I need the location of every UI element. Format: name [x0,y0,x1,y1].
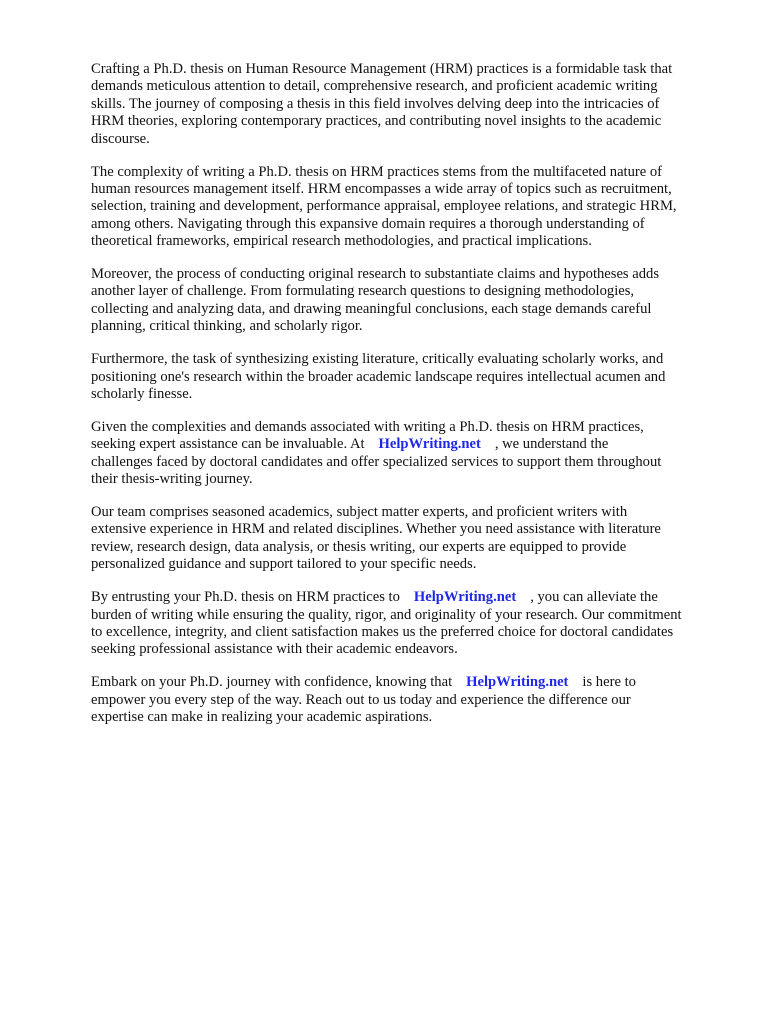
paragraph-assistance-text-after: , we understand the challenges faced by doctoral candidates and offer specialized services to support them throughout their thesis-writing journey. [91,436,662,488]
paragraph-intro: Crafting a Ph.D. thesis on Human Resource Management (HRM) practices is a formidable task that demands meticulous attention to detail, comprehensive research, and proficient academic writing skills. The journey of composing a thesis in this field involves delving deep into the intricacies of HRM theories, exploring contemporary practices, and contributing novel insights to the academic discourse. [91,61,673,147]
paragraph-assistance-text-before: Given the complexities and demands associated with writing a Ph.D. thesis on HRM practices, seeking expert assistance can be invaluable. At [91,418,644,453]
paragraph-embark [91,674,727,726]
helpwriting-link[interactable]: HelpWriting.net [466,674,569,691]
paragraph-entrust-text-before: By entrusting your Ph.D. thesis on HRM practices to [91,589,400,606]
document-body [91,61,727,742]
paragraph-embark-text-after: is here to empower you every step of the way. Reach out to us today and experience the difference our expertise can make in realizing your academic aspirations. [91,674,636,726]
paragraph-team: Our team comprises seasoned academics, subject matter experts, and proficient writers with extensive experience in HRM and related disciplines. Whether you need assistance with literature review, research design, data analysis, or thesis writing, our experts are equipped to provide personalized guidance and support tailored to your specific needs. [91,504,661,573]
paragraph-literature: Furthermore, the task of synthesizing existing literature, critically evaluating scholarly works, and positioning one's research within the broader academic landscape requires intellectual acumen and scholarly finesse. [91,351,666,402]
paragraph-research: Moreover, the process of conducting original research to substantiate claims and hypotheses adds another layer of challenge. From formulating research questions to designing methodologies, collecting and analyzing data, and drawing meaningful conclusions, each stage demands careful planning, critical thinking, and scholarly rigor. [91,266,660,335]
paragraph-complexity: The complexity of writing a Ph.D. thesis on HRM practices stems from the multifaceted nature of human resources management itself. HRM encompasses a wide array of topics such as recruitment, selection, training and development, performance appraisal, employee relations, and strategic HRM, among others. Navigating through this expansive domain requires a thorough understanding of theoretical frameworks, empirical research methodologies, and practical implications. [91,163,677,250]
paragraph-assistance [91,419,727,489]
paragraph-entrust-text-after: , you can alleviate the burden of writing while ensuring the quality, rigor, and originality of your research. Our commitment to excellence, integrity, and client satisfaction makes us the preferred choice for doctoral candidates seeking professional assistance with their academic endeavors. [91,589,682,658]
helpwriting-link[interactable]: HelpWriting.net [413,589,517,606]
helpwriting-link[interactable]: HelpWriting.net [378,436,481,453]
paragraph-entrust [91,589,727,659]
paragraph-embark-text-before: Embark on your Ph.D. journey with confidence, knowing that [91,674,453,691]
